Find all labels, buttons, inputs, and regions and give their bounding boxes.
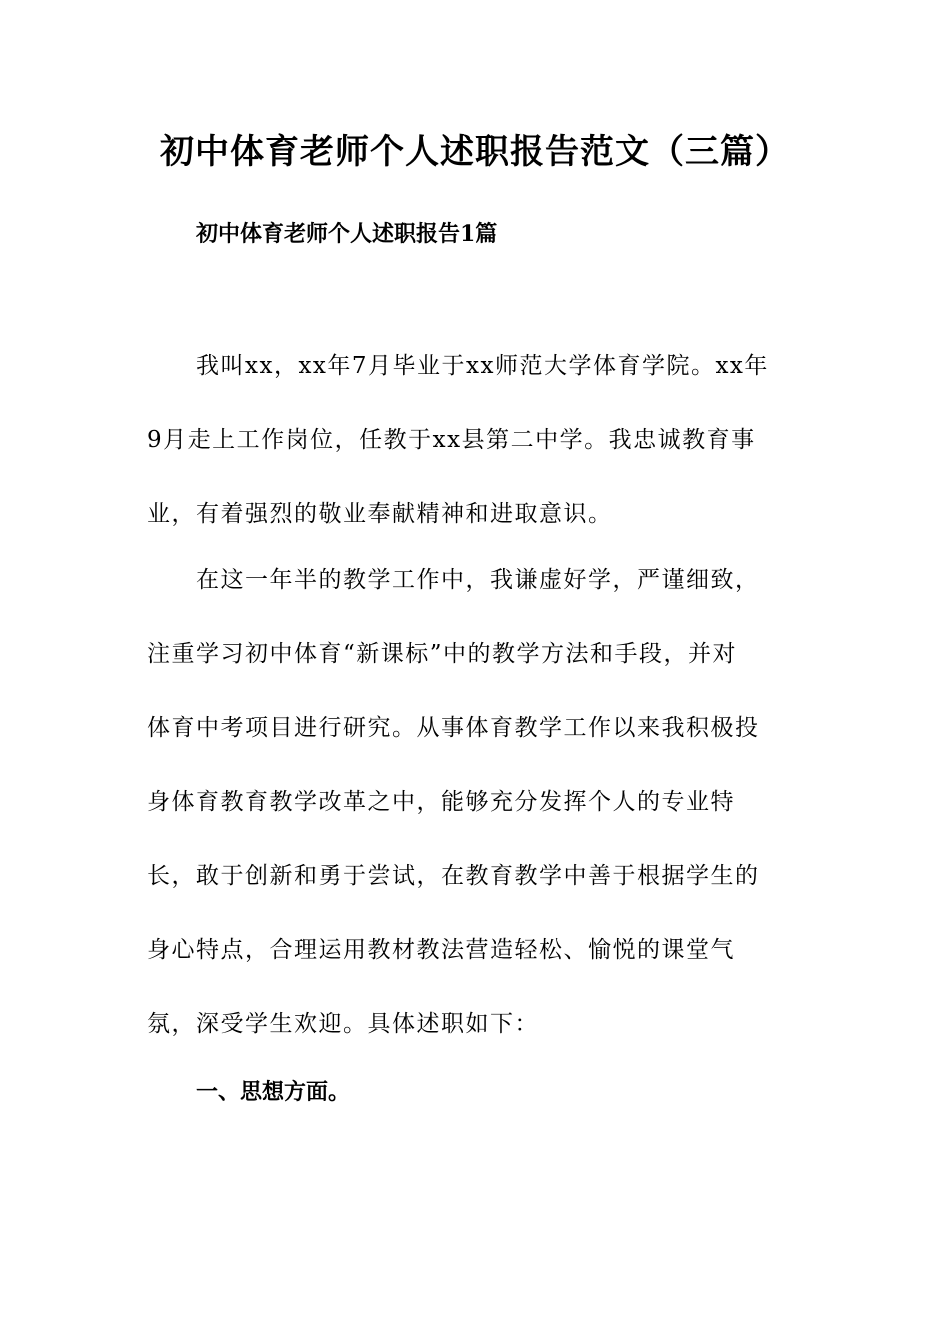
paragraph-line: 身心特点，合理运用教材教法营造轻松、愉悦的课堂气 bbox=[147, 937, 735, 963]
document-subtitle: 初中体育老师个人述职报告1篇 bbox=[196, 221, 498, 247]
document-title: 初中体育老师个人述职报告范文（三篇） bbox=[160, 132, 790, 172]
section-heading: 一、思想方面。 bbox=[196, 1079, 351, 1105]
paragraph-line: 9月走上工作岗位，任教于xx县第二中学。我忠诚教育事 bbox=[147, 427, 756, 453]
paragraph-line: 业，有着强烈的敬业奉献精神和进取意识。 bbox=[147, 501, 613, 527]
paragraph-line: 长，敢于创新和勇于尝试，在教育教学中善于根据学生的 bbox=[147, 863, 760, 889]
paragraph-line: 在这一年半的教学工作中，我谦虚好学，严谨细致， bbox=[196, 567, 760, 593]
paragraph-line: 注重学习初中体育“新课标”中的教学方法和手段，并对 bbox=[147, 641, 738, 667]
paragraph-line: 氛，深受学生欢迎。具体述职如下： bbox=[147, 1011, 539, 1037]
paragraph-line: 体育中考项目进行研究。从事体育教学工作以来我积极投 bbox=[147, 715, 760, 741]
paragraph-line: 身体育教育教学改革之中，能够充分发挥个人的专业特 bbox=[147, 789, 735, 815]
paragraph-line: 我叫xx，xx年7月毕业于xx师范大学体育学院。xx年 bbox=[196, 353, 769, 379]
